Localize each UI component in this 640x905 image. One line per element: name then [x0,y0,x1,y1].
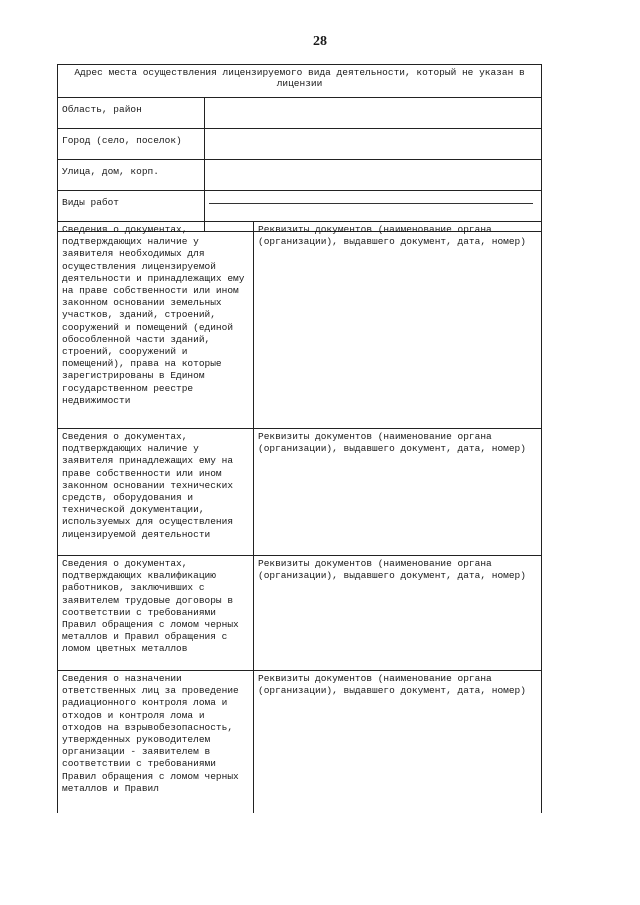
region-label: Область, район [58,98,205,129]
address-row-region [58,98,542,129]
land-docs-label: Сведения о документах, подтверждающих наличие у заявителя необходимых для осуществления лицензируемой деятельности и принадлежащих ему на праве собственности или ином законном основании земельных участков, зданий, строений, сооружений и помещений (единой обособленной части зданий, строений, сооружений и помещений), права на которые зарегистрированы в Едином государственном реестре недвижимости [58,222,254,429]
address-row-street [58,160,542,191]
table-row [58,556,542,671]
address-row-city [58,129,542,160]
documents-table [57,221,542,813]
works-underline [209,203,533,204]
equipment-docs-label: Сведения о документах, подтверждающих наличие у заявителя принадлежащих ему на праве собственности или ином законном основании технических средств, оборудования и технической документации, используемых для осуществления лицензируемой деятельности [58,429,254,556]
equipment-docs-details[interactable]: Реквизиты документов (наименование органа (организации), выдавшего документ, дата, номер) [254,429,542,556]
address-heading-row [58,65,542,98]
qualification-docs-details[interactable]: Реквизиты документов (наименование органа (организации), выдавшего документ, дата, номер) [254,556,542,671]
city-label: Город (село, поселок) [58,129,205,160]
qualification-docs-label: Сведения о документах, подтверждающих квалификацию работников, заключивших с заявителем трудовые договоры в соответствии с требованиями Правил обращения с ломом черных металлов и Правил обращения с ломом цветных металлов [58,556,254,671]
responsible-persons-details[interactable]: Реквизиты документов (наименование органа (организации), выдавшего документ, дата, номер) [254,671,542,814]
table-row [58,222,542,429]
city-field[interactable] [205,129,542,160]
street-field[interactable] [205,160,542,191]
responsible-persons-label: Сведения о назначении ответственных лиц за проведение радиационного контроля лома и отходов и контроля лома и отходов на взрывобезопасность, утвержденных руководителем организации - заявителем в соответствии с требованиями Правил обращения с ломом черных металлов и Правил [58,671,254,814]
table-row [58,671,542,814]
works-label: Виды работ [58,191,205,232]
table-row [58,429,542,556]
page-number: 28 [313,34,327,49]
region-field[interactable] [205,98,542,129]
land-docs-details[interactable]: Реквизиты документов (наименование органа (организации), выдавшего документ, дата, номер) [254,222,542,429]
address-table [57,64,542,232]
address-heading: Адрес места осуществления лицензируемого вида деятельности, который не указан в лицензии [58,65,542,98]
street-label: Улица, дом, корп. [58,160,205,191]
